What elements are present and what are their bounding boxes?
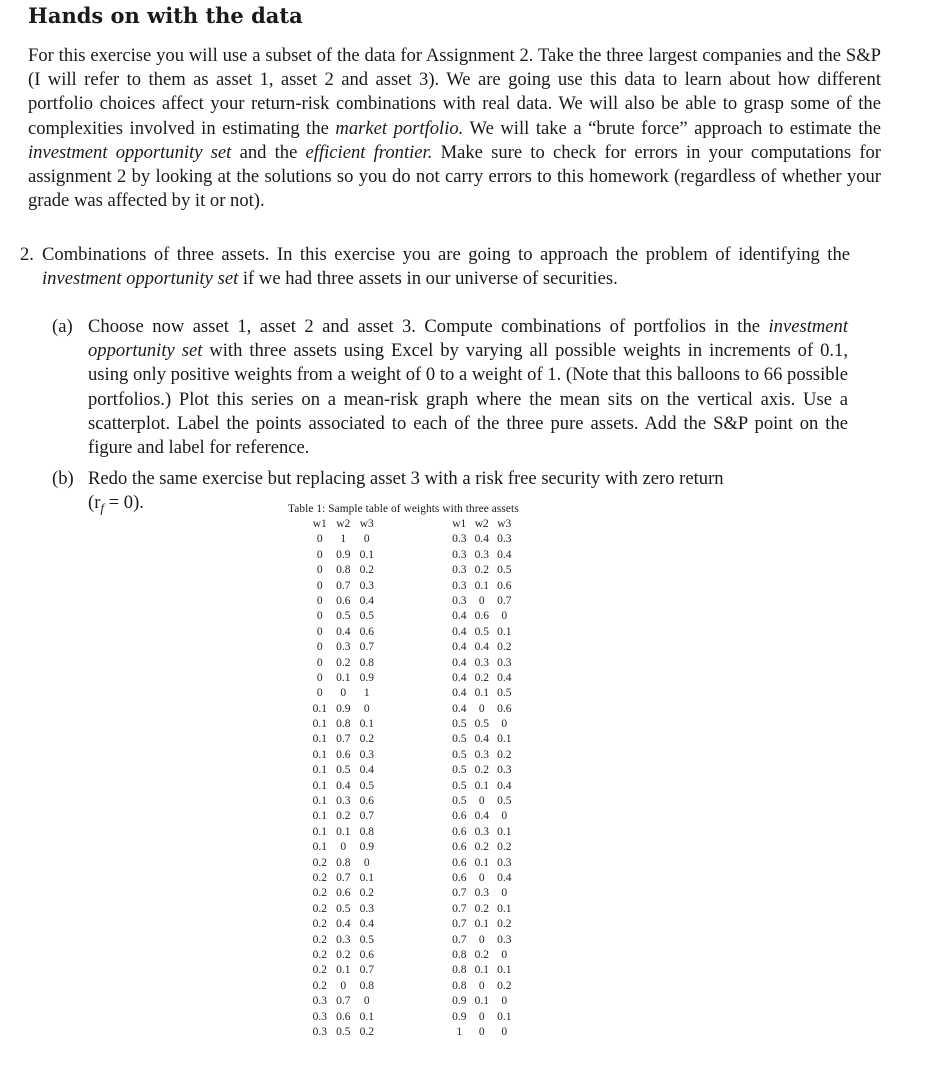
table-cell: 0.2 [497, 979, 512, 992]
table-row [308, 686, 379, 701]
table-cell: 0.7 [452, 933, 467, 946]
table-cell: 0.6 [359, 795, 374, 808]
table-header-cell: w1 [312, 518, 327, 530]
table-cell: 0.7 [452, 918, 467, 931]
table-cell: 0.1 [497, 1010, 512, 1023]
table-cell: 0.2 [359, 733, 374, 746]
part-b-label: (b) [52, 468, 74, 489]
question-2-text [42, 243, 850, 291]
table-header-row [448, 517, 516, 532]
table-cell: 0.5 [359, 933, 374, 946]
table-cell: 0.3 [312, 1025, 327, 1038]
question-2-em: investment opportunity set [42, 268, 239, 290]
table-cell: 0.2 [474, 948, 489, 961]
table-cell: 0.2 [474, 902, 489, 915]
table-cell: 0 [316, 687, 323, 700]
table-cell: 0.8 [452, 964, 467, 977]
table-cell: 0.1 [474, 779, 489, 792]
table-row [448, 917, 516, 932]
table-cell: 0.6 [359, 948, 374, 961]
table-cell: 0.4 [474, 810, 489, 823]
table-cell: 0.8 [336, 564, 351, 577]
table-cell: 0.4 [497, 671, 512, 684]
table-cell: 0.5 [452, 764, 467, 777]
table-row [308, 579, 379, 594]
part-a-text [88, 315, 848, 460]
table-row [308, 671, 379, 686]
table-cell: 0.4 [452, 610, 467, 623]
table-cell: 0.3 [474, 887, 489, 900]
table-cell: 0.8 [359, 825, 374, 838]
table-row [308, 840, 379, 855]
table-cell: 0.3 [312, 995, 327, 1008]
table-cell: 0.7 [336, 995, 351, 1008]
table-row [448, 1010, 516, 1025]
table-cell: 0 [316, 564, 323, 577]
part-b-text-1: Redo the same exercise but replacing asset 3 with a risk free security with zero return [88, 468, 724, 489]
table-cell: 0.6 [336, 748, 351, 761]
table-cell: 0 [501, 610, 508, 623]
table-cell: 0.8 [359, 656, 374, 669]
part-a [52, 315, 848, 460]
table-cell: 0.8 [336, 718, 351, 731]
table-cell: 0.8 [359, 979, 374, 992]
intro-paragraph [28, 44, 881, 213]
table-header-cell: w3 [359, 518, 374, 530]
table-cell: 0.4 [359, 918, 374, 931]
table-cell: 0 [478, 1025, 485, 1038]
table-row [308, 825, 379, 840]
table-cell: 0.2 [312, 979, 327, 992]
table-cell: 0.3 [312, 1010, 327, 1023]
table-cell: 0.2 [359, 887, 374, 900]
table-cell: 0.2 [359, 1025, 374, 1038]
table-row [308, 594, 379, 609]
table-cell: 0.7 [359, 641, 374, 654]
table-cell: 0.1 [359, 548, 374, 561]
table-row [448, 686, 516, 701]
table-cell: 0.1 [336, 825, 351, 838]
part-a-em: investment opportunity set [88, 316, 848, 362]
table-cell: 0.2 [497, 748, 512, 761]
table-cell: 0.1 [312, 702, 327, 715]
table-cell: 0.5 [452, 795, 467, 808]
table-cell: 0.2 [312, 871, 327, 884]
table-cell: 0.3 [359, 902, 374, 915]
table-row [448, 548, 516, 563]
table-row [448, 563, 516, 578]
table-row [448, 994, 516, 1009]
table-cell: 0.1 [497, 964, 512, 977]
table-row [308, 640, 379, 655]
table-row [448, 825, 516, 840]
table-row [448, 609, 516, 624]
table-cell: 0.2 [336, 656, 351, 669]
table-cell: 0.1 [359, 1010, 374, 1023]
table-row [308, 1025, 379, 1040]
table-cell: 0.4 [359, 594, 374, 607]
table-header-cell: w3 [497, 518, 512, 530]
table-cell: 0.2 [497, 918, 512, 931]
table-row [448, 902, 516, 917]
table-cell: 0.2 [312, 933, 327, 946]
table-row [308, 979, 379, 994]
table-row [448, 871, 516, 886]
table-cell: 0.3 [359, 748, 374, 761]
table-cell: 0.5 [359, 779, 374, 792]
table-cell: 0.2 [359, 564, 374, 577]
table-row [448, 840, 516, 855]
table-row [308, 871, 379, 886]
table-cell: 0 [478, 933, 485, 946]
table-row [308, 917, 379, 932]
table-cell: 0.8 [336, 856, 351, 869]
table-cell: 0.4 [497, 871, 512, 884]
table-cell: 0.9 [359, 841, 374, 854]
table-cell: 0.2 [312, 964, 327, 977]
section-title: Hands on with the data [28, 3, 303, 28]
table-header-cell: w2 [474, 518, 489, 530]
table-row [448, 671, 516, 686]
table-row [308, 609, 379, 624]
intro-em-efficient-frontier: efficient frontier. [305, 141, 433, 163]
table-cell: 0.1 [312, 779, 327, 792]
table-cell: 0.7 [497, 594, 512, 607]
table-cell: 0.3 [474, 656, 489, 669]
intro-text-2: We will take a “brute force” approach to estimate the [463, 117, 881, 139]
table-cell: 0.6 [359, 625, 374, 638]
table-cell: 0.6 [336, 887, 351, 900]
table-cell: 0.7 [359, 810, 374, 823]
table-row [308, 794, 379, 809]
question-2-number: 2. [20, 244, 34, 265]
table-cell: 0.1 [312, 795, 327, 808]
table-row [308, 809, 379, 824]
table-cell: 0.4 [452, 641, 467, 654]
table-cell: 0.1 [312, 733, 327, 746]
table-cell: 0.4 [497, 779, 512, 792]
intro-text-3: and the [231, 141, 306, 163]
table-cell: 0.5 [474, 625, 489, 638]
table-cell: 0 [478, 979, 485, 992]
table-cell: 0.4 [359, 764, 374, 777]
table-cell: 0 [501, 810, 508, 823]
table-cell: 0 [316, 533, 323, 546]
table-cell: 0 [340, 687, 347, 700]
table-cell: 0.2 [312, 887, 327, 900]
table-row [448, 856, 516, 871]
table-row [308, 779, 379, 794]
table-row [448, 886, 516, 901]
table-cell: 0.1 [474, 579, 489, 592]
table-cell: 0.2 [474, 671, 489, 684]
table-row [448, 702, 516, 717]
table-cell: 0.5 [359, 610, 374, 623]
table-row [308, 886, 379, 901]
table-cell: 0.4 [336, 625, 351, 638]
table-cell: 0.1 [474, 856, 489, 869]
table-cell: 0.3 [497, 533, 512, 546]
table-cell: 0.1 [497, 825, 512, 838]
table-row [308, 963, 379, 978]
table-cell: 0 [363, 995, 370, 1008]
table-cell: 0.4 [474, 641, 489, 654]
table-row [448, 532, 516, 547]
table-row [308, 625, 379, 640]
table-cell: 0.5 [452, 748, 467, 761]
table-header-cell: w1 [452, 518, 467, 530]
table-cell: 0.3 [452, 564, 467, 577]
intro-em-investment-set: investment opportunity set [28, 141, 232, 163]
table-caption: Table 1: Sample table of weights with three assets [288, 503, 519, 515]
table-cell: 0.5 [336, 610, 351, 623]
table-row [308, 1010, 379, 1025]
table-cell: 0.1 [336, 671, 351, 684]
table-cell: 0.6 [452, 856, 467, 869]
table-cell: 0.1 [474, 687, 489, 700]
weights-table-left [308, 517, 379, 1040]
table-cell: 0.1 [497, 733, 512, 746]
table-cell: 0.9 [359, 671, 374, 684]
table-row [308, 933, 379, 948]
table-cell: 0 [316, 656, 323, 669]
table-cell: 0.3 [452, 594, 467, 607]
table-cell: 0.3 [336, 933, 351, 946]
part-a-text-2: with three assets using Excel by varying all possible weights in increments of 0.1, using only positive weights from a weight of 0 to a weight of 1. (Note that this balloons to 66 possible portfolios.) Plot this series on a mean-risk graph where the mean sits on the vertical axis. Use a scatterplot. Label the points associated to each of the three pure assets. Add the S&P point on the figure and label for reference. [88, 340, 848, 459]
table-cell: 0 [316, 594, 323, 607]
table-cell: 0 [478, 795, 485, 808]
table-cell: 0.1 [474, 995, 489, 1008]
table-cell: 0.9 [336, 702, 351, 715]
table-cell: 0.1 [312, 841, 327, 854]
table-row [448, 625, 516, 640]
table-cell: 0.3 [474, 748, 489, 761]
table-cell: 0 [501, 995, 508, 1008]
table-cell: 0 [316, 610, 323, 623]
table-row [448, 948, 516, 963]
table-cell: 0.8 [452, 948, 467, 961]
table-row [448, 809, 516, 824]
table-row [308, 902, 379, 917]
table-cell: 0.6 [497, 702, 512, 715]
table-cell: 0.1 [336, 964, 351, 977]
table-cell: 0 [478, 871, 485, 884]
table-cell: 0.4 [497, 548, 512, 561]
table-cell: 0.2 [336, 810, 351, 823]
table-row [448, 748, 516, 763]
table-cell: 0.4 [474, 533, 489, 546]
table-cell: 0.3 [474, 548, 489, 561]
table-cell: 0 [363, 702, 370, 715]
table-cell: 0.7 [452, 887, 467, 900]
table-cell: 0.1 [312, 718, 327, 731]
table-cell: 0.5 [452, 733, 467, 746]
table-row [448, 579, 516, 594]
table-cell: 0.8 [452, 979, 467, 992]
intro-text-4: Make sure to check for errors in your computations for assignment 2 by looking at the solutions so you do not carry errors to this homework (regardless of whether your grade was affected by it or not). [28, 141, 882, 212]
table-header-cell: w2 [336, 518, 351, 530]
table-cell: 0.3 [497, 656, 512, 669]
table-cell: 0.2 [474, 841, 489, 854]
table-row [448, 1025, 516, 1040]
table-cell: 0.6 [452, 841, 467, 854]
table-cell: 0.3 [497, 856, 512, 869]
table-cell: 0.7 [336, 579, 351, 592]
table-row [448, 933, 516, 948]
table-cell: 0.2 [312, 948, 327, 961]
part-a-label: (a) [52, 316, 73, 337]
table-cell: 0 [363, 533, 370, 546]
table-row [308, 994, 379, 1009]
table-cell: 0.2 [336, 948, 351, 961]
table-cell: 0.3 [497, 933, 512, 946]
table-cell: 0 [316, 671, 323, 684]
table-cell: 0.1 [312, 825, 327, 838]
table-cell: 0.3 [497, 764, 512, 777]
table-cell: 0.1 [359, 871, 374, 884]
table-cell: 0 [316, 641, 323, 654]
table-cell: 0 [316, 579, 323, 592]
table-cell: 0.7 [336, 871, 351, 884]
table-cell: 0.1 [312, 748, 327, 761]
table-cell: 0.5 [336, 764, 351, 777]
table-cell: 0.4 [452, 702, 467, 715]
table-cell: 0.4 [336, 779, 351, 792]
table-row [308, 532, 379, 547]
table-cell: 0 [478, 1010, 485, 1023]
table-cell: 0.9 [452, 1010, 467, 1023]
table-row [448, 594, 516, 609]
part-a-text-1: Choose now asset 1, asset 2 and asset 3. Compute combinations of portfolios in the [88, 316, 769, 337]
table-cell: 0.3 [336, 641, 351, 654]
table-cell: 0.5 [452, 779, 467, 792]
table-cell: 0 [501, 948, 508, 961]
table-row [308, 548, 379, 563]
table-cell: 0.4 [336, 918, 351, 931]
table-cell: 0.6 [452, 871, 467, 884]
table-cell: 0.5 [336, 902, 351, 915]
table-cell: 0 [478, 594, 485, 607]
table-cell: 0.5 [497, 564, 512, 577]
table-cell: 0.9 [336, 548, 351, 561]
table-cell: 0.3 [474, 825, 489, 838]
table-cell: 1 [456, 1025, 463, 1038]
table-cell: 0.6 [452, 825, 467, 838]
table-cell: 0.3 [452, 579, 467, 592]
table-cell: 0.5 [474, 718, 489, 731]
table-header-row [308, 517, 379, 532]
table-cell: 0.2 [474, 764, 489, 777]
table-row [448, 779, 516, 794]
question-2-text-2: if we had three assets in our universe of securities. [238, 268, 618, 290]
table-cell: 0.1 [497, 625, 512, 638]
table-cell: 0.1 [474, 964, 489, 977]
table-cell: 0.4 [452, 656, 467, 669]
table-cell: 0.4 [474, 733, 489, 746]
question-2 [20, 243, 850, 291]
table-cell: 0 [501, 718, 508, 731]
table-cell: 0.7 [359, 964, 374, 977]
table-cell: 0.2 [312, 902, 327, 915]
table-cell: 0.5 [336, 1025, 351, 1038]
table-cell: 0 [478, 702, 485, 715]
table-row [448, 794, 516, 809]
table-cell: 0.4 [452, 671, 467, 684]
table-row [448, 963, 516, 978]
table-cell: 0.2 [312, 856, 327, 869]
table-cell: 0.3 [452, 533, 467, 546]
table-cell: 0.5 [497, 795, 512, 808]
table-cell: 0.2 [312, 918, 327, 931]
table-row [308, 748, 379, 763]
table-cell: 0 [501, 1025, 508, 1038]
table-cell: 0 [340, 841, 347, 854]
table-cell: 0.7 [452, 902, 467, 915]
intro-em-market-portfolio: market portfolio. [335, 117, 464, 139]
table-row [308, 702, 379, 717]
table-cell: 0.5 [497, 687, 512, 700]
table-row [448, 763, 516, 778]
table-cell: 0 [316, 625, 323, 638]
table-cell: 0.3 [359, 579, 374, 592]
table-cell: 0.1 [312, 810, 327, 823]
table-cell: 0.6 [336, 594, 351, 607]
table-row [308, 763, 379, 778]
question-2-text-1: Combinations of three assets. In this exercise you are going to approach the problem of identifying the [42, 244, 850, 265]
table-row [448, 640, 516, 655]
table-row [448, 732, 516, 747]
table-cell: 0.5 [452, 718, 467, 731]
table-cell: 0.2 [497, 641, 512, 654]
part-b-formula: $(r_f = 0)$. [88, 492, 144, 516]
table-cell: 0.6 [474, 610, 489, 623]
table-cell: 0 [363, 856, 370, 869]
table-cell: 1 [340, 533, 347, 546]
table-cell: 0.4 [452, 625, 467, 638]
table-cell: 0.9 [452, 995, 467, 1008]
table-row [308, 717, 379, 732]
table-row [308, 732, 379, 747]
table-cell: 0.3 [452, 548, 467, 561]
table-cell: 0.1 [359, 718, 374, 731]
table-cell: 0.4 [452, 687, 467, 700]
table-row [308, 656, 379, 671]
intro-text-1: For this exercise you will use a subset of the data for Assignment 2. Take the three largest companies and the S&P (I will refer to them as asset 1, asset 2 and asset 3). We are going use this data to learn about how different portfolio choices affect your return-risk combinations with real data. We will also be able to grasp some of the complexities involved in estimating the [28, 45, 881, 139]
table-row [448, 979, 516, 994]
weights-table-right [448, 517, 516, 1040]
table-cell: 1 [363, 687, 370, 700]
table-cell: 0.2 [497, 841, 512, 854]
table-cell: 0 [501, 887, 508, 900]
table-cell: 0.7 [336, 733, 351, 746]
table-cell: 0.3 [336, 795, 351, 808]
table-cell: 0.2 [474, 564, 489, 577]
table-cell: 0.1 [312, 764, 327, 777]
table-cell: 0 [316, 548, 323, 561]
table-row [308, 563, 379, 578]
table-cell: 0.1 [497, 902, 512, 915]
table-cell: 0 [340, 979, 347, 992]
table-row [448, 717, 516, 732]
table-row [448, 656, 516, 671]
table-cell: 0.6 [497, 579, 512, 592]
table-row [308, 948, 379, 963]
table-row [308, 856, 379, 871]
table-cell: 0.1 [474, 918, 489, 931]
table-cell: 0.6 [336, 1010, 351, 1023]
table-cell: 0.6 [452, 810, 467, 823]
